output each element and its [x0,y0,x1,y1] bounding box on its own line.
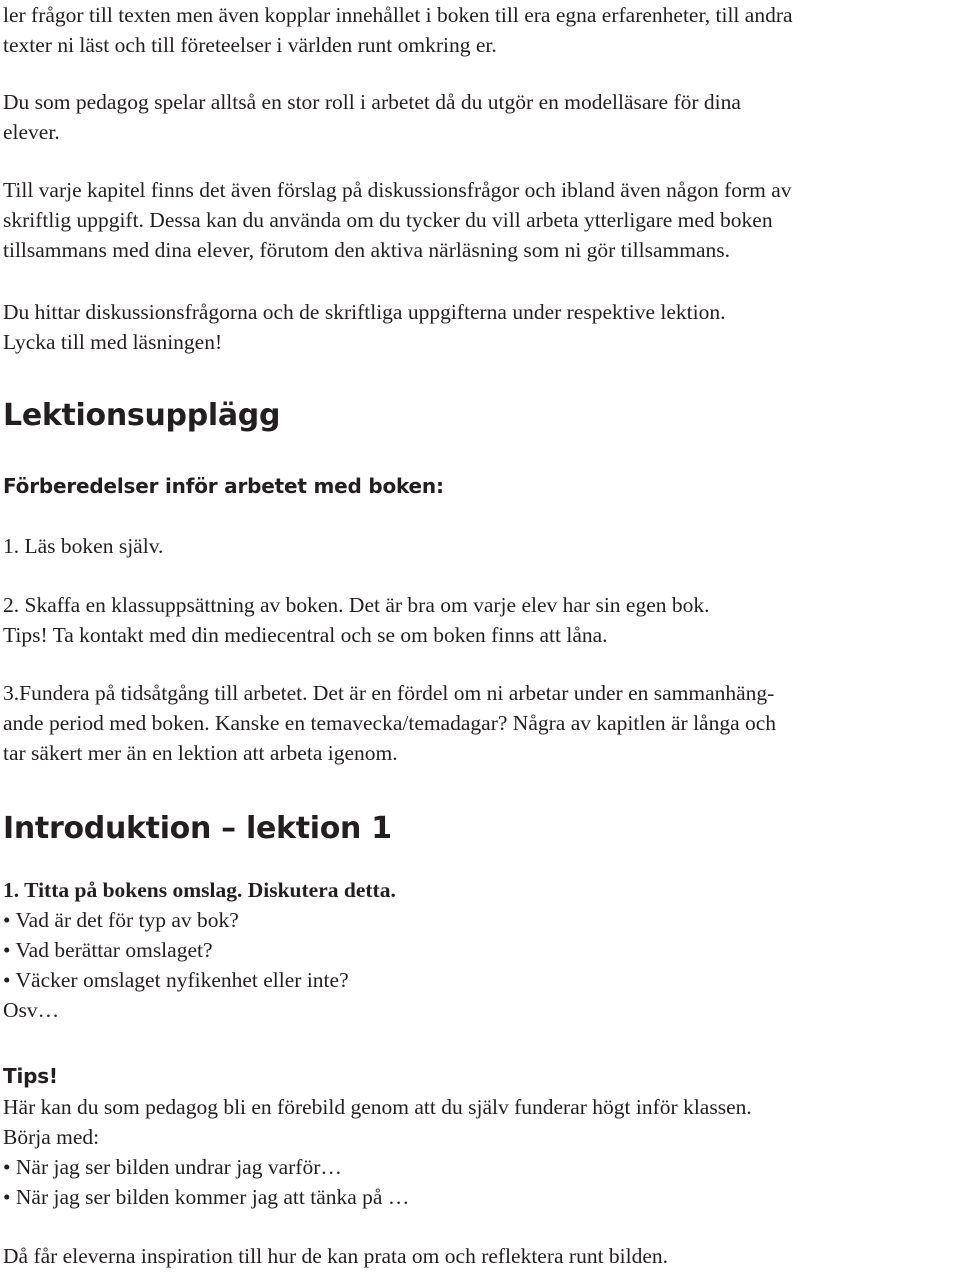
subheading-forberedelser: Förberedelser inför arbetet med boken: [3,474,444,498]
text-line: Då får eleverna inspiration till hur de kan prata om och reflektera runt bilden. [3,1244,669,1268]
text-line: tar säkert mer än en lektion att arbeta igenom. [3,741,398,765]
section-heading-lektionsupplagg: Lektionsupplägg [3,398,281,433]
intro-paragraph-4 [3,297,725,357]
step-1 [3,531,163,561]
text-line: ler frågor till texten men även kopplar innehållet i boken till era egna erfarenheter, till andra [3,3,793,27]
list-item: • När jag ser bilden kommer jag att tänka på … [3,1185,410,1209]
intro-paragraph-3 [3,175,792,265]
text-line: Du som pedagog spelar alltså en stor roll i arbetet då du utgör en modelläsare för dina [3,90,741,114]
text-line: skriftlig uppgift. Dessa kan du använda om du tycker du vill arbeta ytterligare med boken [3,208,773,232]
step-2 [3,590,710,650]
text-line: tillsammans med dina elever, förutom den aktiva närläsning som ni gör tillsammans. [3,238,731,262]
text-line: Lycka till med läsningen! [3,330,223,354]
task-title: 1. Titta på bokens omslag. Diskutera detta. [3,878,396,902]
text-line: Osv… [3,998,60,1022]
tips-heading: Tips! [3,1064,58,1088]
step-3 [3,678,776,768]
section-heading-lektion-1: Introduktion – lektion 1 [3,811,392,846]
text-line: Tips! Ta kontakt med din mediecentral och se om boken finns att låna. [3,623,608,647]
list-item: • Väcker omslaget nyfikenhet eller inte? [3,968,349,992]
tips-text [3,1092,752,1212]
text-line: ande period med boken. Kanske en temavecka/temadagar? Några av kapitlen är långa och [3,711,777,735]
text-line: Du hittar diskussionsfrågorna och de skriftliga uppgifterna under respektive lektion. [3,300,726,324]
intro-paragraph-2 [3,87,741,147]
text-line: 1. Läs boken själv. [3,534,164,558]
text-line: Börja med: [3,1125,100,1149]
text-line: 2. Skaffa en klassuppsättning av boken. Det är bra om varje elev har sin egen bok. [3,593,710,617]
text-line: Till varje kapitel finns det även förslag på diskussionsfrågor och ibland även någon form av [3,178,792,202]
list-item: • Vad är det för typ av bok? [3,908,239,932]
intro-paragraph-1 [3,0,793,60]
list-item: • När jag ser bilden undrar jag varför… [3,1155,342,1179]
text-line: elever. [3,120,60,144]
closing-paragraph [3,1241,668,1271]
text-line: 3.Fundera på tidsåtgång till arbetet. Det är en fördel om ni arbetar under en sammanhäng- [3,681,775,705]
list-item: • Vad berättar omslaget? [3,938,213,962]
text-line: Här kan du som pedagog bli en förebild genom att du själv funderar högt inför klassen. [3,1095,752,1119]
text-line: texter ni läst och till företeelser i världen runt omkring er. [3,33,497,57]
lesson-1-task [3,875,396,1025]
